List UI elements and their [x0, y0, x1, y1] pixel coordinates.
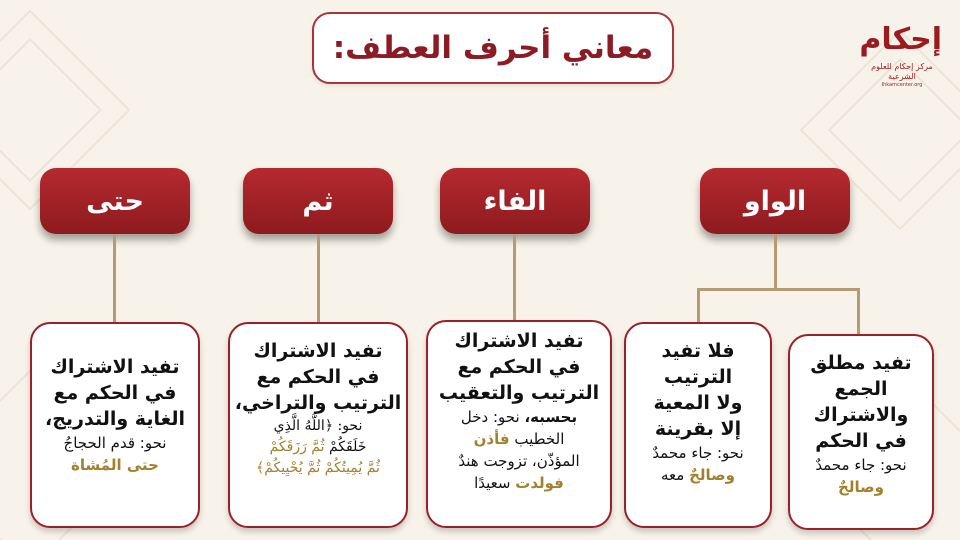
- logo: [859, 20, 942, 92]
- card-fa: [426, 320, 612, 528]
- card-text: تفيد الاشتراك: [454, 330, 584, 352]
- connector-waw-bar: [697, 288, 859, 291]
- card-example-highlight: فأذن: [473, 430, 510, 448]
- card-ayah-highlight: ثُمَّ يُحْيِيكُمْ﴾: [256, 460, 321, 476]
- connector-thumma: [317, 234, 320, 322]
- card-text: الغاية والتدريج،: [45, 408, 185, 430]
- card-example: المؤذّن، تزوجت هندٌ: [458, 452, 580, 470]
- connector-fa: [513, 234, 516, 322]
- card-example: معه: [660, 466, 685, 484]
- connector-waw-right: [857, 288, 860, 336]
- card-thumma: [228, 322, 408, 528]
- card-text: فلا تفيد: [661, 340, 735, 362]
- card-text: تفيد الاشتراك: [253, 340, 383, 362]
- header-waw: الواو: [700, 168, 850, 234]
- card-hatta: [30, 322, 200, 528]
- card-text: ولا المعية: [653, 392, 743, 414]
- logo-tagline: Ihkamcenter.org: [881, 82, 923, 88]
- card-example: نحو: قدم الحجاجُ: [63, 434, 167, 452]
- connector-hatta: [113, 234, 116, 322]
- card-example: نحو: جاء محمدٌ: [815, 456, 907, 474]
- card-text: إلا بقرينة: [654, 418, 742, 440]
- card-waw-no-order: [624, 322, 772, 528]
- card-text: الترتيب: [663, 366, 733, 388]
- card-text: الجمع: [834, 378, 888, 400]
- logo-name: إحكام: [859, 22, 942, 57]
- card-text: في الحكم مع: [256, 366, 380, 388]
- card-text: والاشتراك: [813, 404, 909, 426]
- card-example: نحو: دخل: [460, 408, 520, 426]
- logo-subtitle: مركز إحكام للعلوم الشرعية: [871, 62, 933, 81]
- card-ayah-highlight: ثُمَّ يُمِيتُكُمْ: [324, 460, 380, 476]
- card-example: سعيدًا: [474, 474, 511, 492]
- card-text: الترتيب والتراخي،: [234, 392, 402, 414]
- card-example-highlight: فولدت: [515, 474, 564, 492]
- card-example: نحو:: [337, 418, 363, 434]
- card-waw-meaning: [788, 334, 934, 530]
- card-example-highlight: حتى المُشاة: [71, 456, 159, 474]
- header-thumma: ثم: [243, 168, 393, 234]
- connector-waw-left: [697, 288, 700, 324]
- card-text: في الحكم مع: [457, 356, 581, 378]
- card-text: في الحكم: [815, 430, 907, 452]
- card-example-highlight: وصالحٌ: [838, 478, 884, 496]
- card-ayah: ﴿اللَّهُ الَّذِي: [273, 418, 334, 434]
- card-text: بحسبه،: [524, 408, 578, 426]
- card-text: في الحكم مع: [53, 382, 177, 404]
- card-ayah-highlight: ثُمَّ رَزَقَكُمْ: [269, 439, 325, 455]
- card-ayah: خَلَقَكُمْ: [328, 439, 367, 455]
- card-example: نحو: جاء محمدٌ: [652, 444, 744, 462]
- card-text: تفيد مطلق: [810, 352, 912, 374]
- page-title: معاني أحرف العطف:: [312, 12, 674, 84]
- card-example-highlight: وصالحٌ: [689, 466, 735, 484]
- connector-waw-stem: [774, 234, 777, 290]
- card-example: الخطيب: [514, 430, 565, 448]
- card-text: تفيد الاشتراك: [50, 356, 180, 378]
- header-hatta: حتى: [40, 168, 190, 234]
- header-fa: الفاء: [440, 168, 590, 234]
- card-text: الترتيب والتعقيب: [438, 382, 600, 404]
